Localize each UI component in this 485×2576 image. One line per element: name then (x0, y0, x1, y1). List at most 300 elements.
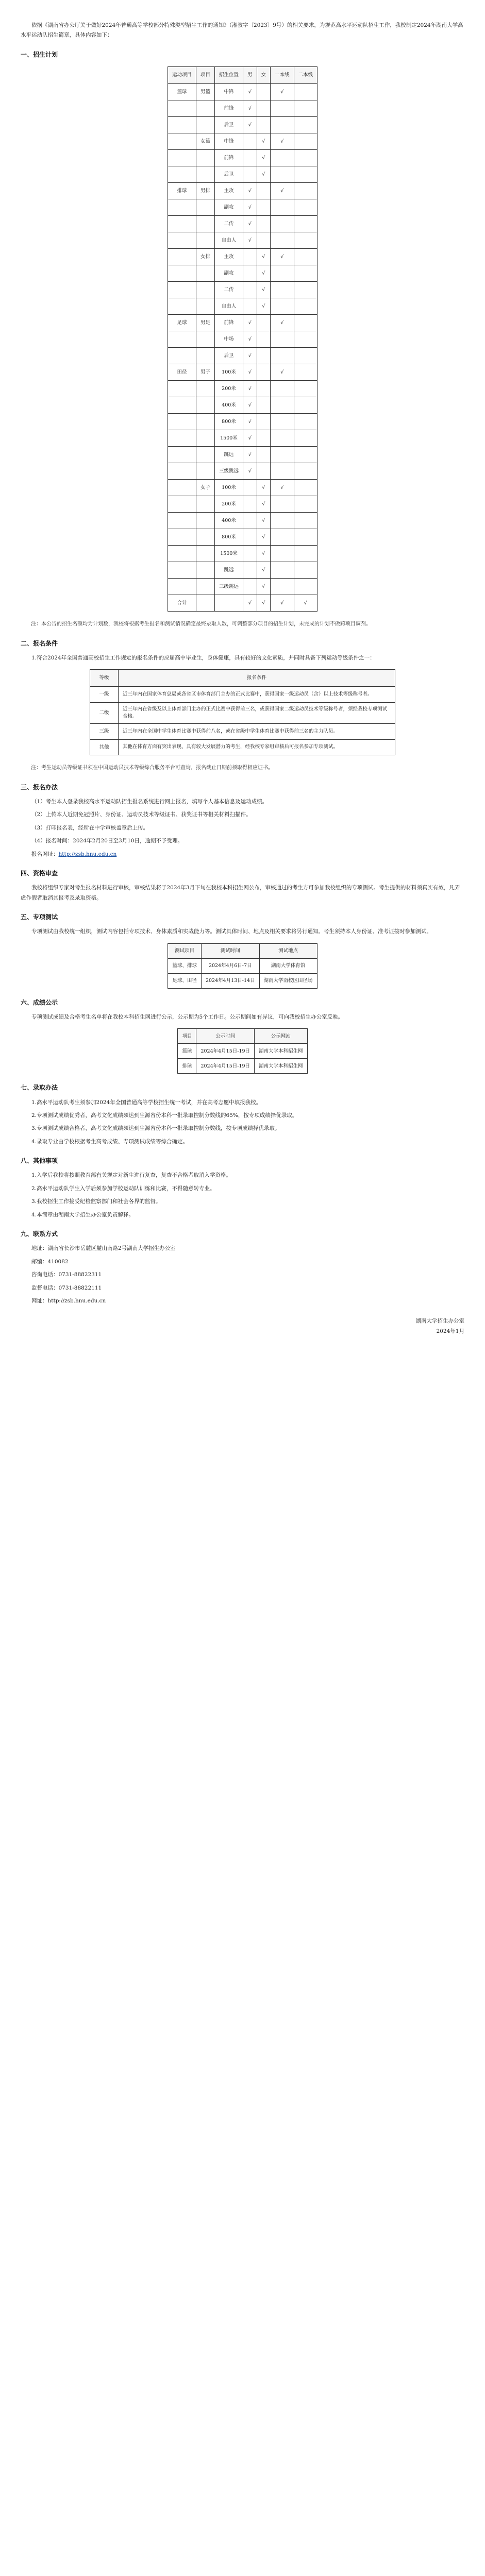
plan-cell (271, 216, 294, 232)
plan-cell (196, 232, 214, 249)
plan-cell (271, 199, 294, 216)
plan-cell: √ (243, 430, 257, 447)
plan-cell (271, 265, 294, 282)
cond-row (90, 724, 395, 740)
plan-cell (257, 315, 271, 331)
plan-cell (243, 513, 257, 529)
time-cell: 2024年4月6日-7日 (201, 958, 259, 973)
plan-cell: 后卫 (214, 348, 243, 364)
plan-row (168, 232, 317, 249)
plan-cell (294, 282, 317, 298)
plan-cell: √ (271, 315, 294, 331)
section-other-title: 八、其他事项 (21, 1157, 58, 1165)
plan-cell (257, 183, 271, 199)
plan-cell: 男子 (196, 364, 214, 381)
plan-cell (168, 133, 196, 150)
plan-row (168, 397, 317, 414)
plan-cell: √ (243, 331, 257, 348)
plan-cell (294, 183, 317, 199)
registration-item: （3）打印报名表，经所在中学审核盖章后上传。 (31, 824, 149, 831)
plan-cell: √ (257, 249, 271, 265)
plan-cell (294, 397, 317, 414)
plan-cell (257, 364, 271, 381)
plan-cell: √ (271, 364, 294, 381)
plan-cell: 足球 (168, 315, 196, 331)
time-header: 测试时间 (201, 943, 259, 958)
plan-row (168, 414, 317, 430)
plan-cell: 200米 (214, 496, 243, 513)
plan-cell (168, 480, 196, 496)
registration-site-link[interactable]: http://zsb.hnu.edu.cn (58, 851, 117, 857)
other-item: 3.我校招生工作接受纪检监察部门和社会各界的监督。 (31, 1198, 161, 1205)
result-header: 公示网站 (255, 1029, 308, 1044)
admission-list (21, 1098, 464, 1147)
plan-header: 男 (243, 67, 257, 84)
admission-item: 4.录取专业由学校根据考生高考成绩、专项测试成绩等综合确定。 (31, 1138, 189, 1145)
plan-row (168, 364, 317, 381)
plan-cell: 400米 (214, 513, 243, 529)
result-table (177, 1028, 307, 1074)
plan-cell: 中锋 (214, 84, 243, 100)
conditions-intro: 1.符合2024年全国普通高校招生工作规定的报名条件的应届高中毕业生，身体健康，具有较好的文化素质，并同时具备下列运动等级条件之一： (31, 654, 375, 661)
plan-cell: √ (271, 133, 294, 150)
time-cell: 湖南大学体育馆 (259, 958, 317, 973)
plan-row (168, 348, 317, 364)
section-contact-title: 九、联系方式 (21, 1230, 58, 1238)
plan-cell (196, 414, 214, 430)
plan-cell (196, 513, 214, 529)
plan-cell (196, 100, 214, 117)
plan-cell: 三级跳远 (214, 463, 243, 480)
plan-row (168, 529, 317, 546)
plan-cell: 合计 (168, 595, 196, 612)
plan-cell: 男足 (196, 315, 214, 331)
section-test-title: 五、专项测试 (21, 913, 58, 921)
plan-cell (271, 298, 294, 315)
result-cell: 篮球 (178, 1044, 196, 1059)
plan-row (168, 331, 317, 348)
plan-cell (271, 331, 294, 348)
plan-cell (168, 265, 196, 282)
plan-cell: 三级跳远 (214, 579, 243, 595)
result-cell: 湖南大学本科招生网 (255, 1044, 308, 1059)
plan-cell (243, 298, 257, 315)
cond-header: 报名条件 (119, 670, 395, 687)
plan-cell (168, 117, 196, 133)
plan-cell: √ (243, 183, 257, 199)
plan-cell: √ (257, 133, 271, 150)
plan-cell: 800米 (214, 529, 243, 546)
plan-cell (168, 199, 196, 216)
registration-site (21, 850, 464, 859)
time-cell: 篮球、排球 (168, 958, 202, 973)
plan-cell (271, 150, 294, 166)
plan-cell (271, 447, 294, 463)
time-header: 测试地点 (259, 943, 317, 958)
plan-row (168, 84, 317, 100)
plan-cell: 男排 (196, 183, 214, 199)
plan-cell: √ (243, 397, 257, 414)
plan-cell: 副攻 (214, 199, 243, 216)
time-cell: 足球、田径 (168, 973, 202, 988)
other-item: 4.本简章由湖南大学招生办公室负责解释。 (31, 1211, 135, 1218)
registration-item: （2）上传本人近期免冠照片、身份证、运动员技术等级证书、获奖证书等相关材料扫描件。 (31, 811, 252, 818)
plan-cell (196, 381, 214, 397)
plan-cell (257, 348, 271, 364)
plan-cell (196, 397, 214, 414)
plan-cell (294, 117, 317, 133)
plan-cell (168, 282, 196, 298)
plan-table (168, 66, 317, 612)
plan-cell: 主攻 (214, 249, 243, 265)
admission-item: 2.专项测试成绩优秀者，高考文化成绩须达到生源省份本科一批录取控制分数线的65%，按专项成绩择优录取。 (31, 1112, 298, 1118)
other-item: 2.高水平运动队学生入学后须参加学校运动队训练和比赛，不得随意转专业。 (31, 1185, 215, 1192)
plan-cell: 二传 (214, 282, 243, 298)
plan-row (168, 133, 317, 150)
plan-row (168, 315, 317, 331)
plan-cell (294, 496, 317, 513)
plan-cell (243, 480, 257, 496)
plan-cell (196, 529, 214, 546)
plan-cell: 篮球 (168, 84, 196, 100)
footer (21, 1316, 464, 1336)
plan-cell (257, 381, 271, 397)
cond-cell: 近三年内在省级及以上体育部门主办的正式比赛中获得前三名，或获得国家二级运动员技术等级称号者，须经我校专项测试合格。 (119, 702, 395, 724)
plan-cell (168, 529, 196, 546)
conditions-note: 注：考生运动员等级证书须在中国运动员技术等级综合服务平台可查询，报名截止日期前须取得相应证书。 (31, 765, 273, 771)
plan-row (168, 513, 317, 529)
plan-cell: √ (294, 595, 317, 612)
plan-cell: 女子 (196, 480, 214, 496)
contact-list (21, 1244, 464, 1306)
plan-cell (243, 166, 257, 183)
cond-cell: 二级 (90, 702, 119, 724)
plan-row (168, 265, 317, 282)
result-cell: 排球 (178, 1059, 196, 1074)
footer-date: 2024年1月 (436, 1328, 464, 1334)
plan-cell (294, 348, 317, 364)
plan-cell (168, 513, 196, 529)
plan-cell: 前锋 (214, 150, 243, 166)
plan-cell (196, 562, 214, 579)
plan-cell (168, 381, 196, 397)
result-text: 专项测试成绩及合格考生名单将在我校本科招生网进行公示，公示期为5个工作日。公示期间如有异议，可向我校招生办公室反映。 (31, 1013, 344, 1020)
plan-row (168, 298, 317, 315)
contact-item: 邮编：410082 (31, 1258, 69, 1265)
result-header: 项目 (178, 1029, 196, 1044)
contact-item: 咨询电话：0731-88822311 (31, 1272, 102, 1278)
plan-cell: √ (257, 513, 271, 529)
plan-cell: √ (257, 496, 271, 513)
plan-cell: 跳远 (214, 562, 243, 579)
plan-cell (196, 430, 214, 447)
plan-cell: 100米 (214, 480, 243, 496)
plan-cell (271, 513, 294, 529)
plan-cell (214, 595, 243, 612)
plan-cell: √ (243, 84, 257, 100)
plan-cell: 1500米 (214, 430, 243, 447)
plan-cell (196, 216, 214, 232)
plan-header: 招生位置 (214, 67, 243, 84)
plan-cell (294, 562, 317, 579)
plan-cell: 田径 (168, 364, 196, 381)
plan-cell (168, 546, 196, 562)
test-text: 专项测试由我校统一组织，测试内容包括专项技术、身体素质和实战能力等。测试具体时间、地点及相关要求将另行通知。考生须持本人身份证、准考证按时参加测试。 (31, 928, 432, 935)
plan-cell: 前锋 (214, 100, 243, 117)
footer-org: 湖南大学招生办公室 (415, 1318, 464, 1325)
time-row (168, 958, 317, 973)
plan-row (168, 166, 317, 183)
cond-cell: 近三年内在全国中学生体育比赛中获得前八名，或在省级中学生体育比赛中获得前三名的主力队员。 (119, 724, 395, 740)
plan-cell (271, 562, 294, 579)
plan-cell (294, 463, 317, 480)
plan-cell (168, 414, 196, 430)
plan-cell: √ (243, 381, 257, 397)
plan-cell: 100米 (214, 364, 243, 381)
plan-cell: √ (257, 298, 271, 315)
plan-cell: 二传 (214, 216, 243, 232)
plan-cell (257, 84, 271, 100)
plan-cell: √ (243, 199, 257, 216)
plan-cell (196, 496, 214, 513)
plan-row (168, 100, 317, 117)
plan-cell: 副攻 (214, 265, 243, 282)
plan-cell (294, 150, 317, 166)
plan-cell: 排球 (168, 183, 196, 199)
plan-cell: √ (271, 84, 294, 100)
plan-cell (168, 463, 196, 480)
plan-cell (168, 430, 196, 447)
plan-cell (196, 331, 214, 348)
plan-cell: 中场 (214, 331, 243, 348)
plan-cell: √ (243, 117, 257, 133)
plan-cell (271, 348, 294, 364)
plan-cell (168, 150, 196, 166)
plan-row (168, 595, 317, 612)
plan-cell (271, 546, 294, 562)
plan-cell (168, 397, 196, 414)
section-review-title: 四、资格审查 (21, 870, 58, 877)
plan-cell (257, 414, 271, 430)
plan-row (168, 216, 317, 232)
plan-cell (168, 249, 196, 265)
plan-cell: √ (243, 100, 257, 117)
plan-cell (294, 513, 317, 529)
plan-cell (294, 331, 317, 348)
plan-row (168, 282, 317, 298)
plan-cell: 200米 (214, 381, 243, 397)
result-row (178, 1059, 307, 1074)
plan-cell: √ (243, 447, 257, 463)
plan-row (168, 183, 317, 199)
plan-row (168, 381, 317, 397)
plan-cell: √ (257, 579, 271, 595)
plan-cell (294, 480, 317, 496)
plan-cell: √ (257, 529, 271, 546)
plan-cell (243, 133, 257, 150)
time-header: 测试项目 (168, 943, 202, 958)
section-plan-title: 一、招生计划 (21, 50, 58, 58)
plan-cell (196, 595, 214, 612)
plan-cell (168, 216, 196, 232)
plan-cell: 800米 (214, 414, 243, 430)
plan-cell (243, 546, 257, 562)
plan-cell (168, 331, 196, 348)
result-cell: 湖南大学本科招生网 (255, 1059, 308, 1074)
plan-cell (196, 150, 214, 166)
cond-cell: 其他 (90, 739, 119, 755)
plan-cell (196, 265, 214, 282)
plan-cell (294, 216, 317, 232)
cond-cell: 其他在体育方面有突出表现、具有较大发展潜力的考生，经我校专家组审核后可报名参加专项测试。 (119, 739, 395, 755)
section-registration-title: 三、报名办法 (21, 783, 58, 791)
plan-cell (271, 166, 294, 183)
plan-cell: √ (257, 480, 271, 496)
plan-cell: 主攻 (214, 183, 243, 199)
plan-cell (271, 117, 294, 133)
cond-cell: 三级 (90, 724, 119, 740)
plan-row (168, 463, 317, 480)
plan-row (168, 117, 317, 133)
plan-cell (168, 348, 196, 364)
plan-cell (196, 117, 214, 133)
plan-cell: √ (257, 595, 271, 612)
plan-header: 二本线 (294, 67, 317, 84)
plan-cell (196, 199, 214, 216)
plan-cell (257, 117, 271, 133)
contact-item: 网址：http://zsb.hnu.edu.cn (31, 1298, 106, 1304)
plan-row (168, 496, 317, 513)
plan-cell (294, 298, 317, 315)
plan-cell (243, 496, 257, 513)
other-list (21, 1171, 464, 1220)
plan-cell: √ (257, 166, 271, 183)
plan-cell (243, 529, 257, 546)
plan-cell (271, 282, 294, 298)
plan-cell (168, 562, 196, 579)
plan-cell (243, 265, 257, 282)
cond-header: 等级 (90, 670, 119, 687)
plan-cell: √ (243, 414, 257, 430)
plan-cell: 1500米 (214, 546, 243, 562)
plan-cell (294, 232, 317, 249)
plan-cell (294, 265, 317, 282)
plan-cell (196, 546, 214, 562)
plan-cell (294, 546, 317, 562)
plan-cell (257, 199, 271, 216)
plan-cell: 女排 (196, 249, 214, 265)
admission-item: 1.高水平运动队考生须参加2024年全国普通高等学校招生统一考试，并在高考志愿中填报我校。 (31, 1099, 262, 1106)
plan-cell: √ (243, 216, 257, 232)
plan-cell (196, 298, 214, 315)
plan-cell (168, 579, 196, 595)
plan-cell: √ (243, 364, 257, 381)
time-cell: 2024年4月13日-14日 (201, 973, 259, 988)
plan-cell (271, 496, 294, 513)
plan-cell (294, 199, 317, 216)
plan-note: 注：本公告的招生名额均为计划数，我校将根据考生报名和测试情况确定最终录取人数，可调整部分项目的招生计划，未完成的计划不做跨项目调剂。 (31, 621, 371, 628)
plan-cell: √ (257, 265, 271, 282)
plan-cell: 自由人 (214, 298, 243, 315)
plan-cell (243, 282, 257, 298)
plan-cell: 后卫 (214, 117, 243, 133)
registration-item: （4）报名时间：2024年2月20日至3月10日，逾期不予受理。 (31, 838, 183, 844)
intro-paragraph: 依据《湖南省办公厅关于做好2024年普通高等学校部分特殊类型招生工作的通知》（湘教字〔2023〕9号）的相关要求，为规范高水平运动队招生工作，我校制定2024年湖南大学高水平运动队招生简章，具体内容如下： (21, 22, 463, 39)
registration-item: （1）考生本人登录我校高水平运动队招生报名系统进行网上报名，填写个人基本信息及运动成绩。 (31, 799, 268, 805)
plan-cell (294, 166, 317, 183)
plan-cell (294, 579, 317, 595)
plan-cell (271, 529, 294, 546)
plan-header: 项目 (196, 67, 214, 84)
plan-cell (294, 133, 317, 150)
plan-cell: 自由人 (214, 232, 243, 249)
plan-cell (294, 84, 317, 100)
plan-cell (168, 496, 196, 513)
plan-cell (243, 249, 257, 265)
plan-cell: √ (243, 595, 257, 612)
plan-cell (257, 463, 271, 480)
plan-row (168, 579, 317, 595)
plan-cell: 男篮 (196, 84, 214, 100)
cond-cell: 近三年内在国家体育总局或各省区市体育部门主办的正式比赛中，获得国家一级运动员（含）以上技术等级称号者。 (119, 687, 395, 703)
plan-cell (271, 430, 294, 447)
plan-cell: 前锋 (214, 315, 243, 331)
plan-cell (294, 447, 317, 463)
plan-cell (168, 447, 196, 463)
plan-cell: √ (271, 480, 294, 496)
plan-cell (257, 216, 271, 232)
plan-cell (294, 249, 317, 265)
section-conditions-title: 二、报名条件 (21, 639, 58, 647)
cond-cell: 一级 (90, 687, 119, 703)
plan-cell (243, 579, 257, 595)
plan-row (168, 150, 317, 166)
plan-cell (257, 232, 271, 249)
plan-header: 一本线 (271, 67, 294, 84)
plan-cell: √ (243, 232, 257, 249)
plan-cell (271, 414, 294, 430)
plan-cell (271, 381, 294, 397)
plan-cell (257, 397, 271, 414)
plan-header: 运动项目 (168, 67, 196, 84)
plan-cell (257, 331, 271, 348)
plan-cell: 中锋 (214, 133, 243, 150)
cond-row (90, 702, 395, 724)
plan-cell: √ (271, 249, 294, 265)
plan-cell (294, 529, 317, 546)
plan-cell (294, 364, 317, 381)
plan-cell: 后卫 (214, 166, 243, 183)
result-row (178, 1044, 307, 1059)
plan-cell: 女篮 (196, 133, 214, 150)
plan-cell (257, 447, 271, 463)
contact-item: 地址：湖南省长沙市岳麓区麓山南路2号湖南大学招生办公室 (31, 1245, 176, 1252)
conditions-table (90, 669, 395, 755)
plan-cell (257, 430, 271, 447)
result-header: 公示时间 (196, 1029, 255, 1044)
plan-cell: √ (257, 150, 271, 166)
plan-cell (271, 100, 294, 117)
time-row (168, 973, 317, 988)
plan-cell: √ (271, 595, 294, 612)
plan-cell (271, 397, 294, 414)
plan-cell: √ (257, 562, 271, 579)
test-time-table (168, 943, 317, 989)
plan-cell (243, 562, 257, 579)
plan-cell (168, 232, 196, 249)
plan-cell (294, 414, 317, 430)
plan-cell: √ (243, 315, 257, 331)
